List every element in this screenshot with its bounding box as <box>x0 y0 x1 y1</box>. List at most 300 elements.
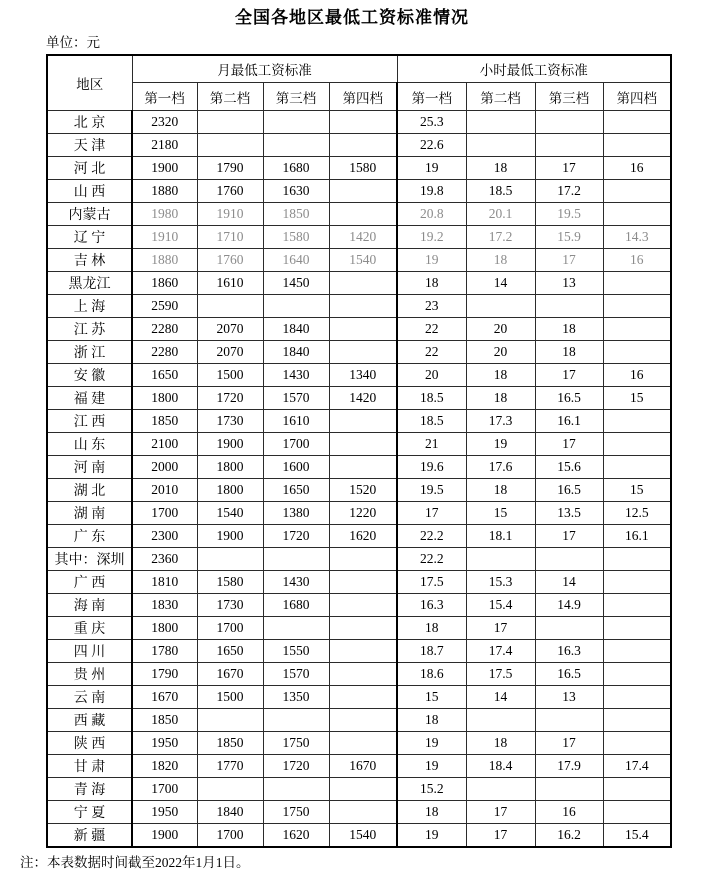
hourly-wage-tier2 <box>466 778 535 801</box>
hourly-wage-tier4 <box>603 778 671 801</box>
table-row <box>47 732 671 755</box>
monthly-wage-tier1: 1800 <box>132 387 197 410</box>
hourly-wage-tier1: 15.2 <box>397 778 466 801</box>
hourly-wage-tier2 <box>466 548 535 571</box>
monthly-wage-tier4: 1420 <box>329 226 397 249</box>
monthly-wage-tier1: 1850 <box>132 410 197 433</box>
hourly-wage-tier2: 18 <box>466 364 535 387</box>
hourly-wage-tier3: 18 <box>535 341 603 364</box>
monthly-wage-tier3: 1720 <box>263 755 329 778</box>
hourly-wage-tier2: 14 <box>466 272 535 295</box>
hourly-wage-tier2: 15.4 <box>466 594 535 617</box>
hourly-wage-tier2: 17 <box>466 617 535 640</box>
hourly-wage-tier2 <box>466 134 535 157</box>
monthly-wage-tier1: 1670 <box>132 686 197 709</box>
monthly-wage-tier1: 1810 <box>132 571 197 594</box>
monthly-wage-tier3: 1650 <box>263 479 329 502</box>
monthly-wage-tier4 <box>329 594 397 617</box>
monthly-wage-tier2: 1800 <box>197 479 263 502</box>
monthly-wage-tier2: 1840 <box>197 801 263 824</box>
hourly-wage-tier4: 12.5 <box>603 502 671 525</box>
hourly-wage-tier3: 16.5 <box>535 479 603 502</box>
monthly-wage-tier2: 1760 <box>197 180 263 203</box>
region-name: 吉 林 <box>47 249 132 272</box>
hourly-wage-tier1: 19 <box>397 249 466 272</box>
hourly-wage-tier1: 19 <box>397 732 466 755</box>
table-row <box>47 364 671 387</box>
monthly-wage-tier1: 2010 <box>132 479 197 502</box>
hourly-wage-tier3: 16.3 <box>535 640 603 663</box>
monthly-wage-tier2: 1700 <box>197 617 263 640</box>
hourly-wage-tier2: 15.3 <box>466 571 535 594</box>
hourly-wage-tier4: 16.1 <box>603 525 671 548</box>
region-name: 安 徽 <box>47 364 132 387</box>
monthly-wage-tier2: 1850 <box>197 732 263 755</box>
region-name: 河 南 <box>47 456 132 479</box>
hourly-wage-tier4 <box>603 663 671 686</box>
monthly-wage-tier3: 1680 <box>263 594 329 617</box>
monthly-wage-tier3: 1450 <box>263 272 329 295</box>
hourly-wage-tier2: 17 <box>466 801 535 824</box>
monthly-wage-tier2: 1720 <box>197 387 263 410</box>
monthly-wage-tier4 <box>329 341 397 364</box>
monthly-wage-tier2: 1500 <box>197 364 263 387</box>
monthly-wage-tier2 <box>197 778 263 801</box>
monthly-wage-tier3: 1620 <box>263 824 329 847</box>
table-row <box>47 663 671 686</box>
monthly-wage-tier2: 2070 <box>197 341 263 364</box>
hourly-wage-tier3: 16 <box>535 801 603 824</box>
monthly-wage-tier1: 1900 <box>132 157 197 180</box>
table-row <box>47 180 671 203</box>
hourly-wage-tier1: 18 <box>397 617 466 640</box>
hourly-wage-tier4: 15 <box>603 387 671 410</box>
monthly-wage-tier3: 1350 <box>263 686 329 709</box>
hourly-wage-tier3 <box>535 111 603 134</box>
column-header-hourly-tier4: 第四档 <box>603 83 671 111</box>
table-row <box>47 318 671 341</box>
monthly-wage-tier3: 1380 <box>263 502 329 525</box>
monthly-wage-tier2: 1650 <box>197 640 263 663</box>
monthly-wage-tier2: 1500 <box>197 686 263 709</box>
monthly-wage-tier1: 1910 <box>132 226 197 249</box>
table-row <box>47 433 671 456</box>
monthly-wage-tier4: 1540 <box>329 249 397 272</box>
monthly-wage-tier1: 2320 <box>132 111 197 134</box>
monthly-wage-tier4 <box>329 548 397 571</box>
region-name: 北 京 <box>47 111 132 134</box>
hourly-wage-tier1: 22.2 <box>397 548 466 571</box>
table-row <box>47 778 671 801</box>
hourly-wage-tier1: 21 <box>397 433 466 456</box>
header-tier-row <box>47 83 671 111</box>
monthly-wage-tier3: 1430 <box>263 364 329 387</box>
monthly-wage-tier4 <box>329 410 397 433</box>
monthly-wage-tier1: 1850 <box>132 709 197 732</box>
region-name: 内蒙古 <box>47 203 132 226</box>
monthly-wage-tier4 <box>329 203 397 226</box>
hourly-wage-tier2: 20 <box>466 318 535 341</box>
region-name: 湖 南 <box>47 502 132 525</box>
hourly-wage-tier4 <box>603 709 671 732</box>
monthly-wage-tier2: 1910 <box>197 203 263 226</box>
hourly-wage-tier3: 13.5 <box>535 502 603 525</box>
table-row <box>47 801 671 824</box>
column-header-monthly-tier1: 第一档 <box>132 83 197 111</box>
monthly-wage-tier3: 1600 <box>263 456 329 479</box>
table-body <box>47 111 671 847</box>
monthly-wage-tier2: 1900 <box>197 525 263 548</box>
hourly-wage-tier4 <box>603 341 671 364</box>
hourly-wage-tier1: 19.8 <box>397 180 466 203</box>
hourly-wage-tier4 <box>603 134 671 157</box>
region-name: 河 北 <box>47 157 132 180</box>
monthly-wage-tier2: 1800 <box>197 456 263 479</box>
monthly-wage-tier2: 1760 <box>197 249 263 272</box>
monthly-wage-tier4 <box>329 617 397 640</box>
hourly-wage-tier3: 17 <box>535 157 603 180</box>
unit-label: 单位：元 <box>46 35 100 50</box>
monthly-wage-tier2: 1700 <box>197 824 263 847</box>
table-row <box>47 640 671 663</box>
region-name: 重 庆 <box>47 617 132 640</box>
monthly-wage-tier1: 2280 <box>132 318 197 341</box>
monthly-wage-tier1: 1780 <box>132 640 197 663</box>
region-name: 云 南 <box>47 686 132 709</box>
region-name: 黑龙江 <box>47 272 132 295</box>
monthly-wage-tier4: 1520 <box>329 479 397 502</box>
hourly-wage-tier3: 17 <box>535 732 603 755</box>
table-row <box>47 824 671 847</box>
hourly-wage-tier4 <box>603 203 671 226</box>
monthly-wage-tier4 <box>329 571 397 594</box>
hourly-wage-tier2: 19 <box>466 433 535 456</box>
region-name: 甘 肃 <box>47 755 132 778</box>
hourly-wage-tier3: 17.9 <box>535 755 603 778</box>
table-row <box>47 456 671 479</box>
monthly-wage-tier4 <box>329 134 397 157</box>
hourly-wage-tier4 <box>603 111 671 134</box>
region-name: 浙 江 <box>47 341 132 364</box>
table-row <box>47 571 671 594</box>
region-name: 上 海 <box>47 295 132 318</box>
hourly-wage-tier3: 17 <box>535 525 603 548</box>
monthly-wage-tier3: 1840 <box>263 341 329 364</box>
table-row <box>47 272 671 295</box>
hourly-wage-tier1: 17.5 <box>397 571 466 594</box>
monthly-wage-tier3 <box>263 295 329 318</box>
hourly-wage-tier1: 22 <box>397 318 466 341</box>
hourly-wage-tier2: 20 <box>466 341 535 364</box>
hourly-wage-tier2: 18 <box>466 387 535 410</box>
hourly-wage-tier2: 17.5 <box>466 663 535 686</box>
hourly-wage-tier2: 17.2 <box>466 226 535 249</box>
monthly-wage-tier2: 1730 <box>197 594 263 617</box>
monthly-wage-tier3: 1570 <box>263 663 329 686</box>
hourly-wage-tier1: 18.6 <box>397 663 466 686</box>
hourly-wage-tier4 <box>603 410 671 433</box>
monthly-wage-tier3 <box>263 617 329 640</box>
hourly-wage-tier4: 15 <box>603 479 671 502</box>
monthly-wage-tier2 <box>197 134 263 157</box>
monthly-wage-tier3: 1750 <box>263 801 329 824</box>
hourly-wage-tier1: 18 <box>397 709 466 732</box>
column-header-hourly-tier1: 第一档 <box>397 83 466 111</box>
table-header <box>47 55 671 111</box>
hourly-wage-tier1: 19 <box>397 157 466 180</box>
hourly-wage-tier3: 15.9 <box>535 226 603 249</box>
hourly-wage-tier2: 17 <box>466 824 535 847</box>
monthly-wage-tier3: 1430 <box>263 571 329 594</box>
table-row <box>47 525 671 548</box>
monthly-wage-tier1: 2360 <box>132 548 197 571</box>
hourly-wage-tier2: 17.4 <box>466 640 535 663</box>
hourly-wage-tier4 <box>603 272 671 295</box>
table-row <box>47 410 671 433</box>
region-name: 海 南 <box>47 594 132 617</box>
monthly-wage-tier4 <box>329 433 397 456</box>
monthly-wage-tier1: 1950 <box>132 801 197 824</box>
hourly-wage-tier3: 19.5 <box>535 203 603 226</box>
hourly-wage-tier4: 17.4 <box>603 755 671 778</box>
column-header-monthly-tier4: 第四档 <box>329 83 397 111</box>
region-name: 福 建 <box>47 387 132 410</box>
region-name: 山 西 <box>47 180 132 203</box>
hourly-wage-tier3: 14 <box>535 571 603 594</box>
monthly-wage-tier3 <box>263 709 329 732</box>
monthly-wage-tier2: 1710 <box>197 226 263 249</box>
monthly-wage-tier1: 1820 <box>132 755 197 778</box>
monthly-wage-tier1: 1650 <box>132 364 197 387</box>
monthly-wage-tier3 <box>263 548 329 571</box>
minimum-wage-table <box>46 54 672 848</box>
monthly-wage-tier2 <box>197 295 263 318</box>
monthly-wage-tier4: 1340 <box>329 364 397 387</box>
monthly-wage-tier4 <box>329 456 397 479</box>
monthly-wage-tier3 <box>263 111 329 134</box>
monthly-wage-tier2: 1670 <box>197 663 263 686</box>
column-header-region: 地区 <box>47 55 132 111</box>
monthly-wage-tier1: 2000 <box>132 456 197 479</box>
monthly-wage-tier1: 1900 <box>132 824 197 847</box>
hourly-wage-tier3: 17 <box>535 364 603 387</box>
monthly-wage-tier1: 2300 <box>132 525 197 548</box>
hourly-wage-tier4 <box>603 617 671 640</box>
footnote: 注：本表数据时间截至2022年1月1日。 <box>20 854 250 870</box>
monthly-wage-tier4 <box>329 111 397 134</box>
region-name: 西 藏 <box>47 709 132 732</box>
monthly-wage-tier3: 1720 <box>263 525 329 548</box>
monthly-wage-tier2: 2070 <box>197 318 263 341</box>
monthly-wage-tier1: 1980 <box>132 203 197 226</box>
hourly-wage-tier1: 19.6 <box>397 456 466 479</box>
hourly-wage-tier4: 16 <box>603 249 671 272</box>
monthly-wage-tier1: 1880 <box>132 249 197 272</box>
hourly-wage-tier2: 18.4 <box>466 755 535 778</box>
monthly-wage-tier3: 1680 <box>263 157 329 180</box>
hourly-wage-tier1: 20.8 <box>397 203 466 226</box>
monthly-wage-tier2: 1610 <box>197 272 263 295</box>
header-group-row <box>47 55 671 83</box>
hourly-wage-tier4 <box>603 295 671 318</box>
hourly-wage-tier1: 22.2 <box>397 525 466 548</box>
monthly-wage-tier4 <box>329 778 397 801</box>
region-name: 其中：深圳 <box>47 548 132 571</box>
monthly-wage-tier4 <box>329 686 397 709</box>
hourly-wage-tier3: 17.2 <box>535 180 603 203</box>
monthly-wage-tier1: 2100 <box>132 433 197 456</box>
monthly-wage-tier4 <box>329 295 397 318</box>
region-name: 江 西 <box>47 410 132 433</box>
hourly-wage-tier3: 18 <box>535 318 603 341</box>
hourly-wage-tier2: 14 <box>466 686 535 709</box>
hourly-wage-tier4 <box>603 571 671 594</box>
monthly-wage-tier1: 1950 <box>132 732 197 755</box>
hourly-wage-tier3: 15.6 <box>535 456 603 479</box>
hourly-wage-tier4 <box>603 456 671 479</box>
monthly-wage-tier3: 1700 <box>263 433 329 456</box>
hourly-wage-tier1: 18 <box>397 272 466 295</box>
table-row <box>47 479 671 502</box>
monthly-wage-tier1: 1860 <box>132 272 197 295</box>
monthly-wage-tier4 <box>329 663 397 686</box>
monthly-wage-tier2 <box>197 111 263 134</box>
monthly-wage-tier2: 1580 <box>197 571 263 594</box>
monthly-wage-tier3: 1840 <box>263 318 329 341</box>
monthly-wage-tier1: 1700 <box>132 502 197 525</box>
monthly-wage-tier4: 1580 <box>329 157 397 180</box>
region-name: 陕 西 <box>47 732 132 755</box>
monthly-wage-tier1: 2280 <box>132 341 197 364</box>
monthly-wage-tier4 <box>329 180 397 203</box>
region-name: 青 海 <box>47 778 132 801</box>
hourly-wage-tier2: 18 <box>466 249 535 272</box>
table-row <box>47 502 671 525</box>
region-name: 湖 北 <box>47 479 132 502</box>
hourly-wage-tier1: 18 <box>397 801 466 824</box>
monthly-wage-tier1: 1830 <box>132 594 197 617</box>
hourly-wage-tier3 <box>535 709 603 732</box>
monthly-wage-tier4 <box>329 318 397 341</box>
hourly-wage-tier4 <box>603 801 671 824</box>
hourly-wage-tier1: 23 <box>397 295 466 318</box>
hourly-wage-tier4: 14.3 <box>603 226 671 249</box>
region-name: 天 津 <box>47 134 132 157</box>
monthly-wage-tier4 <box>329 709 397 732</box>
hourly-wage-tier4 <box>603 594 671 617</box>
hourly-wage-tier1: 20 <box>397 364 466 387</box>
monthly-wage-tier2: 1730 <box>197 410 263 433</box>
hourly-wage-tier3: 16.5 <box>535 663 603 686</box>
monthly-wage-tier3: 1640 <box>263 249 329 272</box>
column-header-hourly-tier2: 第二档 <box>466 83 535 111</box>
hourly-wage-tier1: 16.3 <box>397 594 466 617</box>
hourly-wage-tier2: 18.1 <box>466 525 535 548</box>
monthly-wage-tier3: 1630 <box>263 180 329 203</box>
hourly-wage-tier3 <box>535 295 603 318</box>
monthly-wage-tier4 <box>329 801 397 824</box>
hourly-wage-tier2 <box>466 709 535 732</box>
monthly-wage-tier4 <box>329 732 397 755</box>
monthly-wage-tier1: 1700 <box>132 778 197 801</box>
hourly-wage-tier4 <box>603 686 671 709</box>
monthly-wage-tier4: 1620 <box>329 525 397 548</box>
hourly-wage-tier2: 18.5 <box>466 180 535 203</box>
monthly-wage-tier3: 1580 <box>263 226 329 249</box>
hourly-wage-tier4 <box>603 732 671 755</box>
monthly-wage-tier4: 1220 <box>329 502 397 525</box>
hourly-wage-tier1: 19 <box>397 824 466 847</box>
hourly-wage-tier1: 19.5 <box>397 479 466 502</box>
hourly-wage-tier1: 22.6 <box>397 134 466 157</box>
hourly-wage-tier2: 18 <box>466 479 535 502</box>
region-name: 贵 州 <box>47 663 132 686</box>
monthly-wage-tier3: 1750 <box>263 732 329 755</box>
hourly-wage-tier4: 16 <box>603 364 671 387</box>
table-row <box>47 709 671 732</box>
monthly-wage-tier4 <box>329 272 397 295</box>
monthly-wage-tier2 <box>197 709 263 732</box>
monthly-wage-tier3: 1610 <box>263 410 329 433</box>
hourly-wage-tier3: 14.9 <box>535 594 603 617</box>
table-row <box>47 111 671 134</box>
hourly-wage-tier1: 18.5 <box>397 387 466 410</box>
hourly-wage-tier4: 16 <box>603 157 671 180</box>
region-name: 江 苏 <box>47 318 132 341</box>
table-row <box>47 617 671 640</box>
region-name: 宁 夏 <box>47 801 132 824</box>
monthly-wage-tier2: 1540 <box>197 502 263 525</box>
table-row <box>47 755 671 778</box>
table-row <box>47 157 671 180</box>
hourly-wage-tier4 <box>603 640 671 663</box>
hourly-wage-tier3: 17 <box>535 249 603 272</box>
monthly-wage-tier2: 1790 <box>197 157 263 180</box>
hourly-wage-tier4 <box>603 433 671 456</box>
hourly-wage-tier2: 18 <box>466 157 535 180</box>
hourly-wage-tier3 <box>535 778 603 801</box>
monthly-wage-tier1: 2590 <box>132 295 197 318</box>
monthly-wage-tier4: 1540 <box>329 824 397 847</box>
monthly-wage-tier4 <box>329 640 397 663</box>
hourly-wage-tier1: 18.7 <box>397 640 466 663</box>
table-row <box>47 295 671 318</box>
hourly-wage-tier1: 18.5 <box>397 410 466 433</box>
monthly-wage-tier3: 1570 <box>263 387 329 410</box>
column-header-monthly-tier2: 第二档 <box>197 83 263 111</box>
monthly-wage-tier1: 1880 <box>132 180 197 203</box>
table-row <box>47 594 671 617</box>
hourly-wage-tier3 <box>535 548 603 571</box>
hourly-wage-tier2 <box>466 111 535 134</box>
hourly-wage-tier2 <box>466 295 535 318</box>
monthly-wage-tier2: 1770 <box>197 755 263 778</box>
monthly-wage-tier4: 1670 <box>329 755 397 778</box>
region-name: 广 西 <box>47 571 132 594</box>
hourly-wage-tier3: 16.5 <box>535 387 603 410</box>
hourly-wage-tier2: 20.1 <box>466 203 535 226</box>
monthly-wage-tier2 <box>197 548 263 571</box>
hourly-wage-tier3: 16.2 <box>535 824 603 847</box>
hourly-wage-tier2: 17.3 <box>466 410 535 433</box>
page-title: 全国各地区最低工资标准情况 <box>235 8 469 27</box>
table-row <box>47 134 671 157</box>
hourly-wage-tier1: 17 <box>397 502 466 525</box>
hourly-wage-tier4: 15.4 <box>603 824 671 847</box>
monthly-wage-tier3 <box>263 778 329 801</box>
hourly-wage-tier1: 15 <box>397 686 466 709</box>
table-row <box>47 226 671 249</box>
